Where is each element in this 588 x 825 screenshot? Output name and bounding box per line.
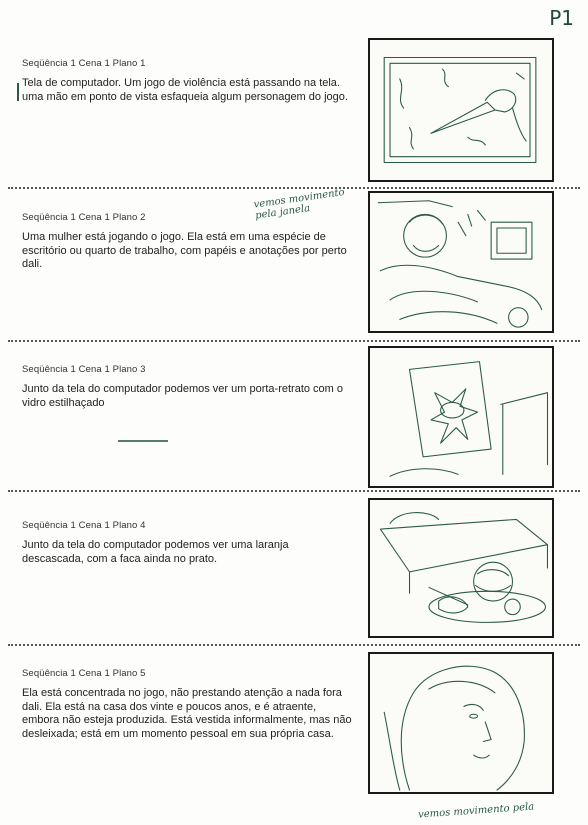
handwritten-note: vemos movimento pela bbox=[417, 801, 535, 821]
storyboard-panel-5 bbox=[368, 652, 554, 794]
sequence-title: Seqüência 1 Cena 1 Plano 3 bbox=[22, 364, 146, 375]
sequence-description: Uma mulher está jogando o jogo. Ela está em uma espécie de escritório ou quarto de trabalho, com papéis e anotações por perto dali. bbox=[22, 231, 347, 270]
row-divider bbox=[8, 490, 580, 492]
storyboard-panel-3 bbox=[368, 346, 554, 488]
handwritten-note: vemos movimento pela janela bbox=[253, 187, 346, 222]
sequence-block-3 bbox=[22, 364, 352, 410]
sequence-title: Seqüência 1 Cena 1 Plano 5 bbox=[22, 668, 146, 679]
row-divider bbox=[8, 644, 580, 646]
sketch-computer-screen-knife bbox=[370, 40, 552, 180]
storyboard-panel-2 bbox=[368, 191, 554, 333]
sketch-broken-photo-frame bbox=[370, 348, 552, 486]
sequence-description: Junto da tela do computador podemos ver uma laranja descascada, com a faca ainda no prato. bbox=[22, 539, 289, 565]
sequence-block-1 bbox=[22, 58, 352, 104]
sequence-description: Ela está concentrada no jogo, não prestando atenção a nada fora dali. Ela está na casa dos vinte e poucos anos, e é atraente, embora não esteja produzida. Está vestida informalmente, mas não desleixada; está em um momento pessoal em sua própria casa. bbox=[22, 687, 352, 740]
sequence-description: Tela de computador. Um jogo de violência está passando na tela. uma mão em ponto de vista esfaqueia algum personagem do jogo. bbox=[22, 77, 348, 103]
sequence-block-5 bbox=[22, 668, 352, 741]
row-divider bbox=[8, 340, 580, 342]
sketch-woman-face-closeup bbox=[370, 654, 552, 792]
sketch-peeled-orange-plate bbox=[370, 500, 552, 636]
page-number: P1 bbox=[549, 6, 574, 30]
sequence-description: Junto da tela do computador podemos ver um porta-retrato com o vidro estilhaçado bbox=[22, 383, 344, 409]
pencil-stroke bbox=[118, 440, 168, 442]
row-divider bbox=[8, 187, 580, 189]
storyboard-panel-4 bbox=[368, 498, 554, 638]
sequence-title: Seqüência 1 Cena 1 Plano 2 bbox=[22, 212, 146, 223]
sequence-block-2 bbox=[22, 212, 352, 272]
sequence-block-4 bbox=[22, 520, 352, 566]
margin-marker bbox=[17, 83, 19, 101]
sequence-title: Seqüência 1 Cena 1 Plano 4 bbox=[22, 520, 146, 531]
sequence-title: Seqüência 1 Cena 1 Plano 1 bbox=[22, 58, 146, 69]
sketch-woman-playing-game bbox=[370, 193, 552, 331]
storyboard-panel-1 bbox=[368, 38, 554, 182]
